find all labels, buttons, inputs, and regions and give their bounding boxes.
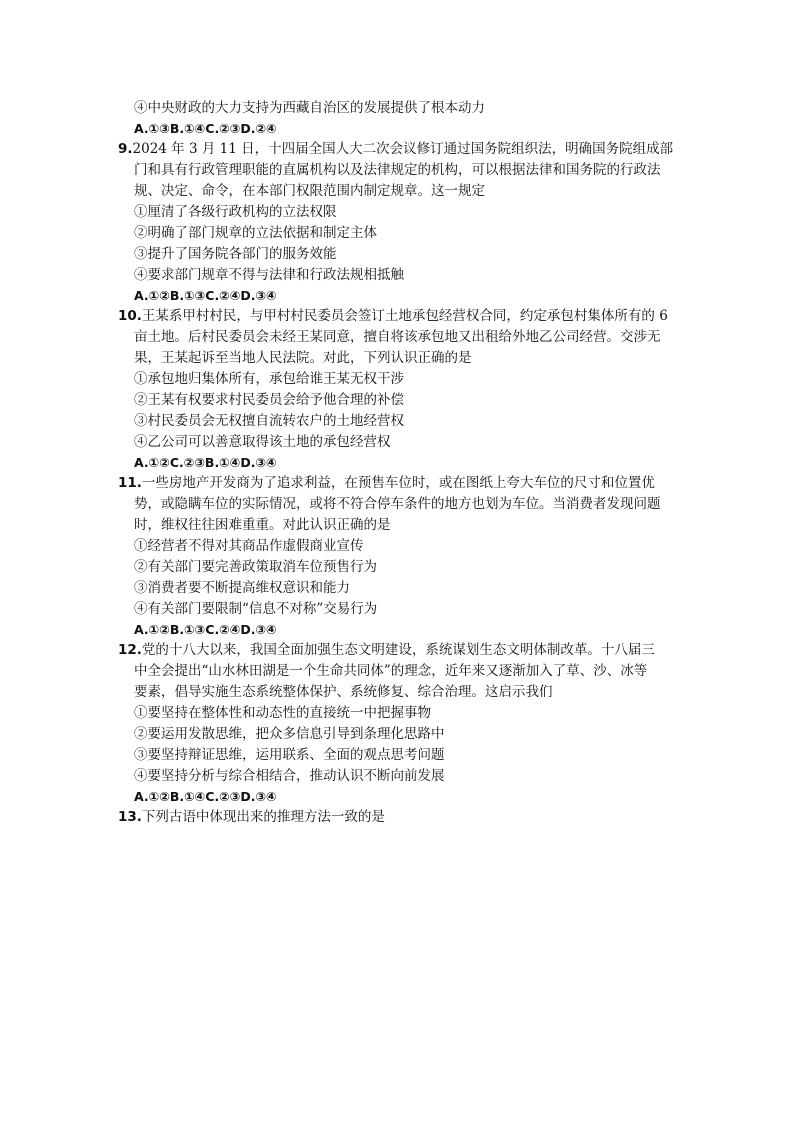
q11-stem-line-2: 势，或隐瞒车位的实际情况，或将不符合停车条件的地方也划为车位。当消费者发现问题 [134, 496, 661, 512]
q13-stem-line-1 [118, 808, 385, 829]
q11-option-1: ①经营者不得对其商品作虚假商业宣传 [134, 538, 364, 554]
q12-option-1: ①要坚持在整体性和动态性的直接统一中把握事物 [134, 705, 431, 721]
q12-stem-line-1 [118, 641, 655, 662]
q11-option-2: ②有关部门要完善政策取消车位预售行为 [134, 559, 377, 575]
q11-stem-text-1: 一些房地产开发商为了追求利益，在预售车位时，或在图纸上夸大车位的尺寸和位置优 [141, 475, 655, 491]
q10-option-3: ③村民委员会无权擅自流转农户的土地经营权 [134, 413, 404, 429]
q10-stem-text-1: 王某系甲村村民，与甲村村民委员会签订土地承包经营权合同，约定承包村集体所有的 6 [141, 308, 668, 324]
q12-number: 12. [118, 642, 142, 658]
q9-option-4: ④要求部门规章不得与法律和行政法规相抵触 [134, 267, 404, 283]
q8-option-4: ④中央财政的大力支持为西藏自治区的发展提供了根本动力 [134, 100, 485, 116]
q9-stem-line-1 [118, 140, 673, 161]
q10-number: 10. [118, 308, 142, 324]
q11-option-4: ④有关部门要限制“信息不对称”交易行为 [134, 601, 378, 617]
q12-stem-text-1: 党的十八大以来，我国全面加强生态文明建设，系统谋划生态文明体制改革。十八届三 [141, 642, 655, 658]
q12-option-4: ④要坚持分析与综合相结合，推动认识不断向前发展 [134, 768, 445, 784]
q12-answer-choices: A.①②B.①④C.②③D.③④ [134, 789, 277, 804]
q9-stem-text-1: 2024 年 3 月 11 日，十四届全国人大二次会议修订通过国务院组织法，明确国务院组成部 [132, 141, 674, 157]
q10-option-1: ①承包地归集体所有，承包给谁王某无权干涉 [134, 371, 404, 387]
q10-stem-line-1 [118, 307, 668, 328]
q12-stem-line-2: 中全会提出“山水林田湖是一个生命共同体”的理念，近年来又逐渐加入了草、沙、冰等 [134, 663, 648, 679]
q9-stem-line-2: 门和具有行政管理职能的直属机构以及法律规定的机构，可以根据法律和国务院的行政法 [134, 162, 661, 178]
q10-option-2: ②王某有权要求村民委员会给予他合理的补偿 [134, 392, 404, 408]
q12-option-3: ③要坚持辩证思维，运用联系、全面的观点思考问题 [134, 747, 445, 763]
q11-option-3: ③消费者要不断提高维权意识和能力 [134, 580, 350, 596]
q11-stem-line-3: 时，维权往往困难重重。对此认识正确的是 [134, 517, 391, 533]
q12-stem-line-3: 要素，倡导实施生态系统整体保护、系统修复、综合治理。这启示我们 [134, 684, 553, 700]
q9-option-2: ②明确了部门规章的立法依据和制定主体 [134, 225, 377, 241]
q13-stem-text-1: 下列古语中体现出来的推理方法一致的是 [141, 809, 385, 825]
q13-number: 13. [118, 809, 142, 825]
q11-answer-choices: A.①②B.①③C.②④D.③④ [134, 622, 277, 637]
q8-answer-choices: A.①③B.①④C.②③D.②④ [134, 121, 277, 136]
q10-answer-choices: A.①②C.②③B.①④D.③④ [134, 455, 277, 470]
q9-answer-choices: A.①②B.①③C.②④D.③④ [134, 288, 277, 303]
q9-option-3: ③提升了国务院各部门的服务效能 [134, 246, 337, 262]
q9-number: 9. [118, 141, 133, 157]
q10-stem-line-3: 果，王某起诉至当地人民法院。对此，下列认识正确的是 [134, 350, 472, 366]
q12-option-2: ②要运用发散思维，把众多信息引导到条理化思路中 [134, 726, 445, 742]
q9-option-1: ①厘清了各级行政机构的立法权限 [134, 204, 337, 220]
q9-stem-line-3: 规、决定、命令，在本部门权限范围内制定规章。这一规定 [134, 183, 485, 199]
q10-option-4: ④乙公司可以善意取得该土地的承包经营权 [134, 434, 391, 450]
q11-number: 11. [118, 475, 142, 491]
q11-stem-line-1 [118, 474, 655, 495]
q10-stem-line-2: 亩土地。后村民委员会未经王某同意，擅自将该承包地又出租给外地乙公司经营。交涉无 [134, 329, 661, 345]
